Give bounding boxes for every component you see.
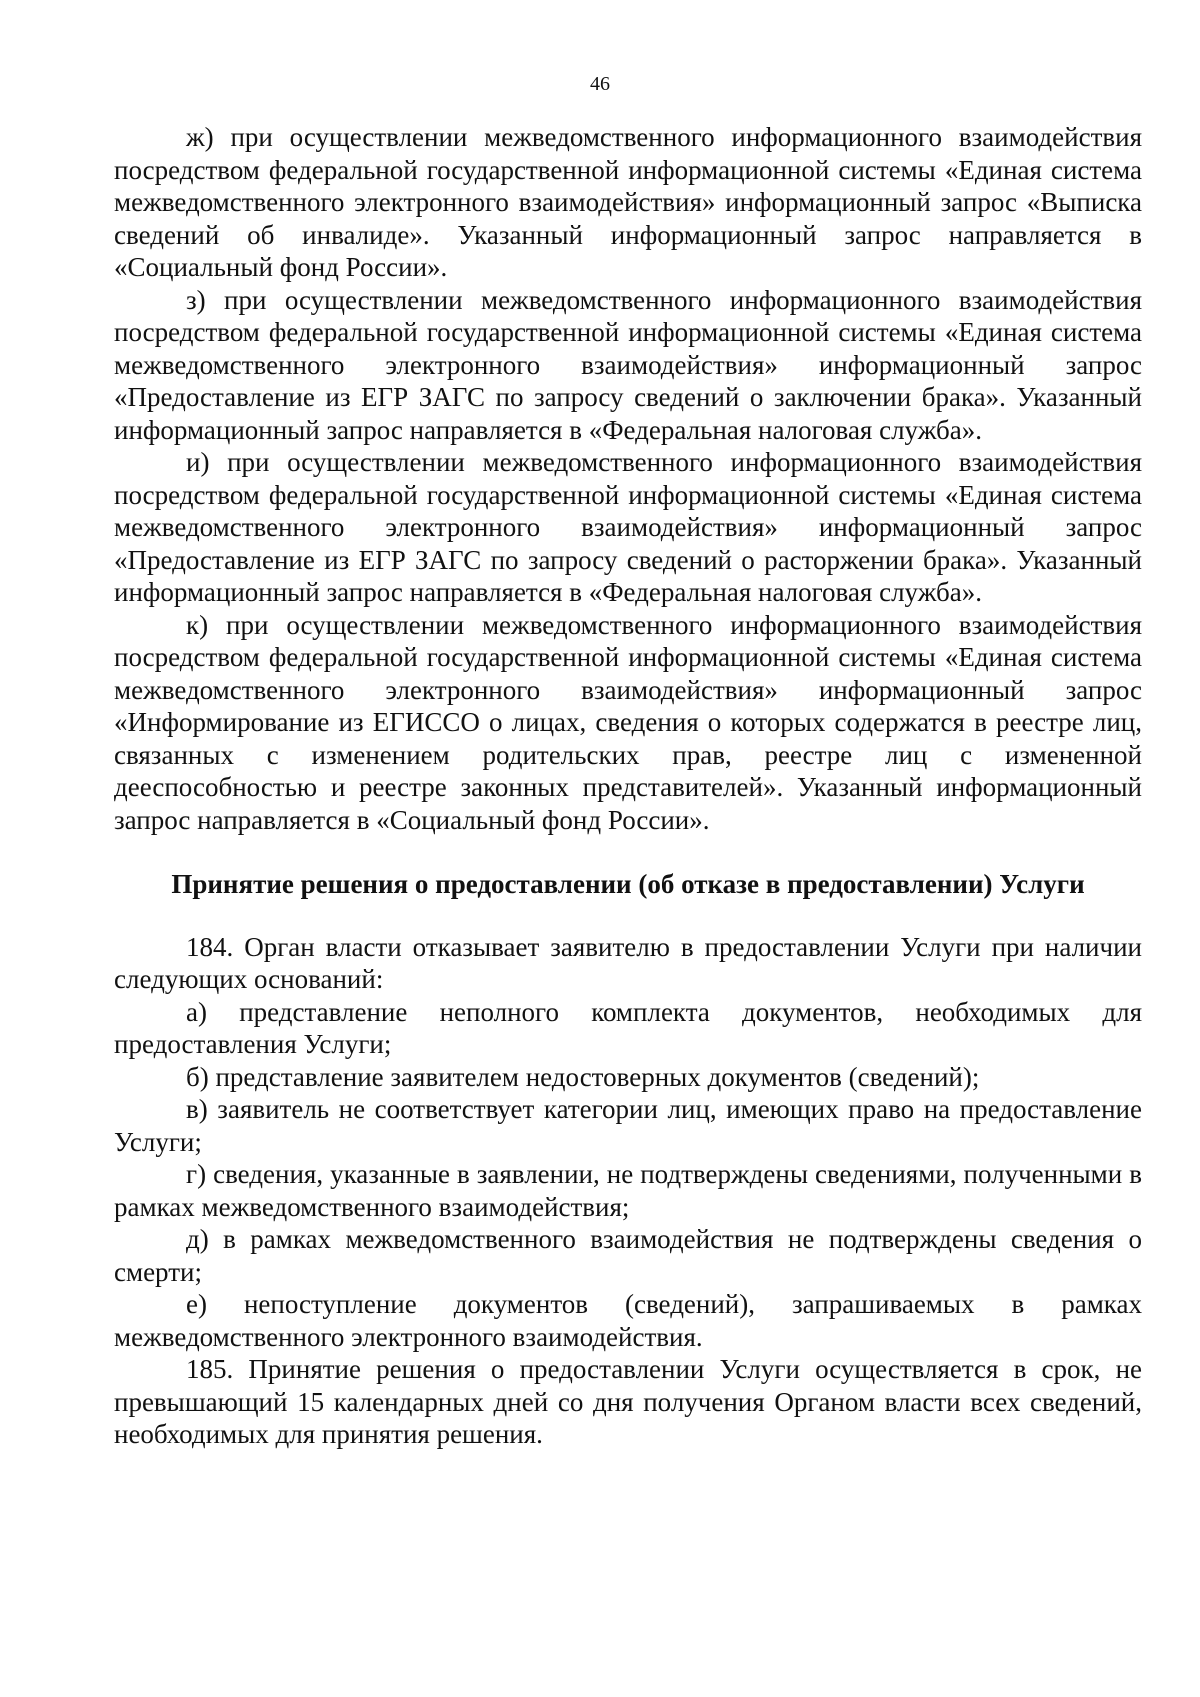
- paragraph-184-v: в) заявитель не соответствует категории лиц, имеющих право на предоставление Услуги;: [114, 1094, 1142, 1157]
- paragraph-184: 184. Орган власти отказывает заявителю в предоставлении Услуги при наличии следующих оснований:: [114, 931, 1142, 994]
- document-body: [114, 121, 1142, 1451]
- paragraph-184-e: е) непоступление документов (сведений), запрашиваемых в рамках межведомственного электронного взаимодействия.: [114, 1289, 1142, 1352]
- paragraph-item-z: з) при осуществлении межведомственного информационного взаимодействия посредством федеральной государственной информационной системы «Единая система межведомственного электронного взаимодействия» информационный запрос «Предоставление из ЕГР ЗАГС по запросу сведений о заключении брака». Указанный информационный запрос направляется в «Федеральная налоговая служба».: [114, 284, 1142, 445]
- paragraph-item-k: к) при осуществлении межведомственного информационного взаимодействия посредством федеральной государственной информационной системы «Единая система межведомственного электронного взаимодействия» информационный запрос «Информирование из ЕГИССО о лицах, сведения о которых содержатся в реестре лиц, связанных с изменением родительских прав, реестре лиц с измененной дееспособностью и реестре законных представителей». Указанный информационный запрос направляется в «Социальный фонд России».: [114, 609, 1142, 835]
- paragraph-184-a: а) представление неполного комплекта документов, необходимых для предоставления Услуги;: [114, 996, 1142, 1059]
- paragraph-184-d: д) в рамках межведомственного взаимодействия не подтверждены сведения о смерти;: [114, 1224, 1142, 1287]
- paragraph-184-b: б) представление заявителем недостоверных документов (сведений);: [186, 1061, 980, 1092]
- section-heading: Принятие решения о предоставлении (об отказе в предоставлении) Услуги: [171, 869, 1085, 899]
- paragraph-184-g: г) сведения, указанные в заявлении, не подтверждены сведениями, полученными в рамках межведомственного взаимодействия;: [114, 1159, 1142, 1222]
- paragraph-185: 185. Принятие решения о предоставлении Услуги осуществляется в срок, не превышающий 15 календарных дней со дня получения Органом власти всех сведений, необходимых для принятия решения.: [114, 1354, 1142, 1449]
- paragraph-item-i: и) при осуществлении межведомственного информационного взаимодействия посредством федеральной государственной информационной системы «Единая система межведомственного электронного взаимодействия» информационный запрос «Предоставление из ЕГР ЗАГС по запросу сведений о расторжении брака». Указанный информационный запрос направляется в «Федеральная налоговая служба».: [114, 447, 1142, 607]
- page-number: 46: [590, 73, 610, 95]
- paragraph-item-zh: ж) при осуществлении межведомственного информационного взаимодействия посредством федеральной государственной информационной системы «Единая система межведомственного электронного взаимодействия» информационный запрос «Выписка сведений об инвалиде». Указанный информационный запрос направляется в «Социальный фонд России».: [114, 122, 1142, 282]
